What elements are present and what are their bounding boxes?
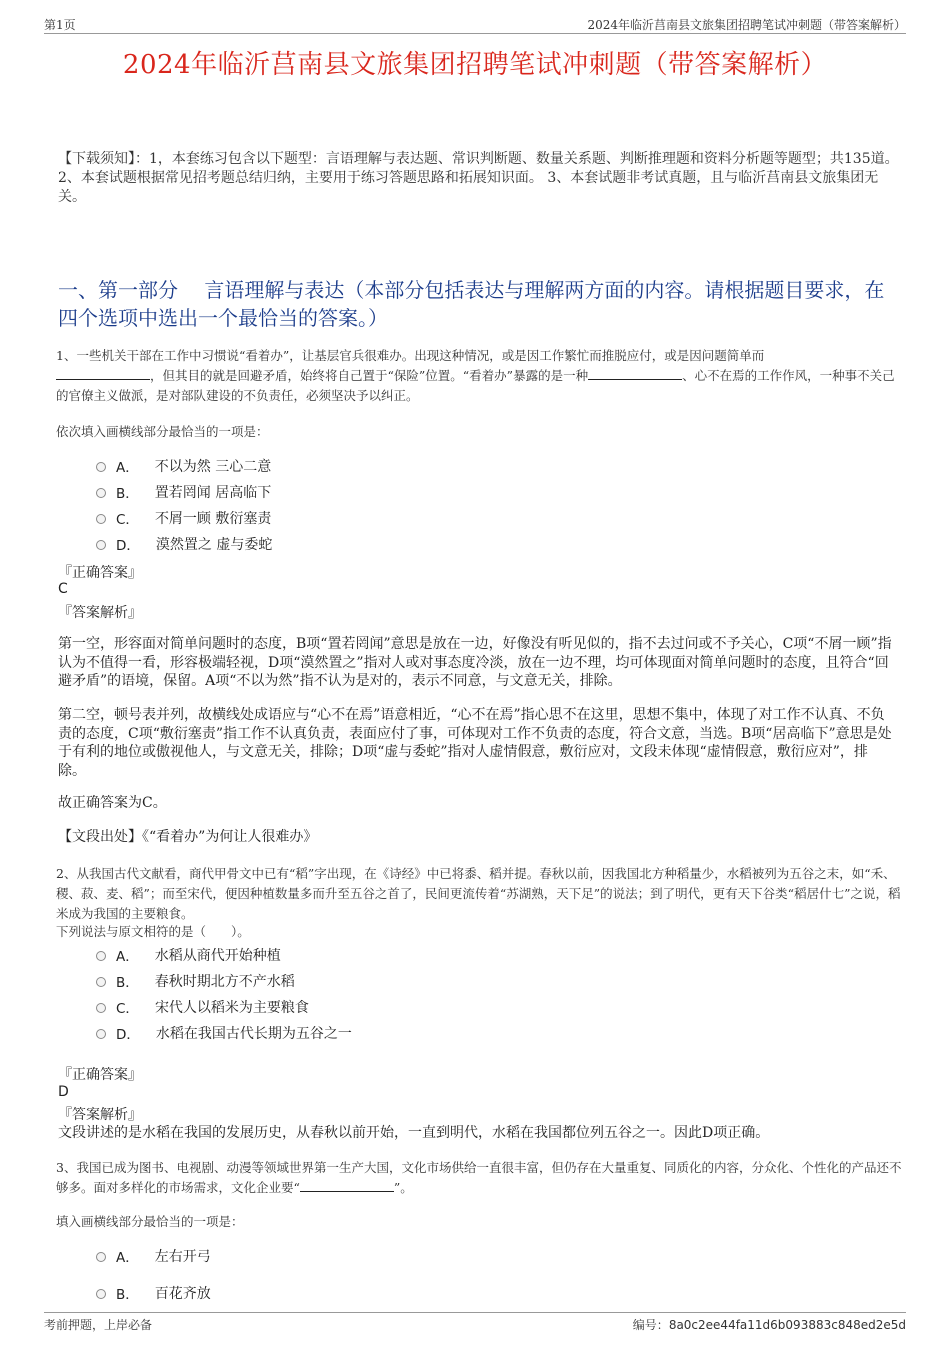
blank-2 — [588, 368, 682, 380]
radio-icon[interactable] — [96, 1003, 106, 1013]
q1-answer: C — [58, 581, 68, 597]
page-number: 第1页 — [44, 18, 76, 32]
blank-1 — [56, 368, 150, 380]
q1-option-b[interactable]: B． 置若罔闻 居高临下 — [96, 482, 271, 502]
question-2-text: 2、从我国古代文献看，商代甲骨文中已有“稻”字出现，在《诗经》中已将黍、稻并提。春秋以前，因我国北方种稻量少，水稻被列为五谷之末，如“禾、稷、菽、麦、稻”；而至宋代，便因种植数量多而升至五谷之首了，民间更流传着“苏湖熟，天下足”的说法；到了明代，更有天下谷类“稻居什七”之说，稻米成为我国的主要粮食。 — [56, 866, 901, 921]
footer-slogan: 考前押题，上岸必备 — [44, 1318, 153, 1332]
document-title: 2024年临沂莒南县文旅集团招聘笔试冲刺题（带答案解析） — [122, 50, 828, 80]
q1-option-d[interactable]: D． 漠然置之 虚与委蛇 — [96, 534, 272, 554]
header-doc-title: 2024年临沂莒南县文旅集团招聘笔试冲刺题（带答案解析） — [587, 18, 906, 32]
q2-option-b[interactable]: B． 春秋时期北方不产水稻 — [96, 971, 295, 991]
radio-icon[interactable] — [96, 1289, 106, 1299]
q1-conclusion: 故正确答案为C。 — [58, 795, 167, 811]
question-1-text: 1、一些机关干部在工作中习惯说“看着办”，让基层官兵很难办。出现这种情况，或是因工作繁忙而推脱应付，或是因问题简单而 ，但其目的就是回避矛盾，始终将自己置于“保险”位置。“看着办”暴露的是一种 、心不在焉的工作作风，一种事不关己的官僚主义做派，是对部队建设的不负责任，必须坚决予以纠正。 — [56, 348, 895, 403]
q2-analysis-label: 『答案解析』 — [58, 1107, 142, 1123]
section-heading: 一、第一部分 言语理解与表达（本部分包括表达与理解两方面的内容。请根据题目要求，在四个选项中选出一个最恰当的答案。） — [58, 278, 885, 330]
radio-icon[interactable] — [96, 977, 106, 987]
q2-option-c[interactable]: C． 宋代人以稻米为主要粮食 — [96, 997, 309, 1017]
download-notice: 【下载须知】：1，本套练习包含以下题型：言语理解与表达题、常识判断题、数量关系题、判断推理题和资料分析题等题型；共135道。 2、本套试题根据常见招考题总结归纳，主要用于练习答题思路和拓展知识面。 3、本套试题非考试真题，且与临沂莒南县文旅集团无关。 — [58, 151, 899, 205]
question-1-prompt: 依次填入画横线部分最恰当的一项是： — [56, 424, 269, 439]
q2-option-d[interactable]: D． 水稻在我国古代长期为五谷之一 — [96, 1023, 352, 1043]
page-header — [44, 14, 906, 34]
radio-icon[interactable] — [96, 462, 106, 472]
q1-analysis-1: 第一空，形容面对简单问题时的态度，B项“置若罔闻”意思是放在一边，好像没有听见似的，指不去过问或不予关心，C项“不屑一顾”指认为不值得一看，形容极端轻视，D项“漠然置之”指对人或对事态度冷淡，放在一边不理，均可体现面对简单问题时的态度，且符合“回避矛盾”的语境，保留。A项“不以为然”指不认为是对的，表示不同意，与文意无关，排除。 — [58, 636, 892, 689]
q3-option-a[interactable]: A． 左右开弓 — [96, 1246, 211, 1266]
radio-icon[interactable] — [96, 1029, 106, 1039]
q3-option-b[interactable]: B． 百花齐放 — [96, 1283, 211, 1303]
q2-analysis: 文段讲述的是水稻在我国的发展历史，从春秋以前开始，一直到明代，水稻在我国都位列五谷之一。因此D项正确。 — [58, 1125, 770, 1141]
question-3-text: 3、我国已成为图书、电视剧、动漫等领域世界第一生产大国，文化市场供给一直很丰富，但仍存在大量重复、同质化的内容，分众化、个性化的产品还不够多。面对多样化的市场需求，文化企业要“ ”。 — [56, 1160, 902, 1195]
radio-icon[interactable] — [96, 488, 106, 498]
q1-analysis-2: 第二空，顿号表并列，故横线处成语应与“心不在焉”语意相近，“心不在焉”指心思不在这里，思想不集中，体现了对工作不认真、不负责的态度，C项“敷衍塞责”指工作不认真负责，表面应付了事，可体现对工作不负责的态度，符合文意，当选。B项“居高临下”意思是处于有利的地位或傲视他人，与文意无关，排除；D项“虚与委蛇”指对人虚情假意，敷衍应对，文段未体现“虚情假意，敷衍应对”，排除。 — [58, 707, 892, 779]
radio-icon[interactable] — [96, 514, 106, 524]
page-footer — [44, 1312, 906, 1334]
footer-code: 编号：8a0c2ee44fa11d6b093883c848ed2e5d — [632, 1318, 906, 1332]
radio-icon[interactable] — [96, 540, 106, 550]
radio-icon[interactable] — [96, 951, 106, 961]
q1-source: 【文段出处】《“看着办”为何让人很难办》 — [58, 829, 318, 845]
question-3-prompt: 填入画横线部分最恰当的一项是： — [56, 1214, 244, 1229]
radio-icon[interactable] — [96, 1252, 106, 1262]
question-2-prompt: 下列说法与原文相符的是（ ）。 — [56, 924, 250, 939]
q2-answer: D — [58, 1084, 69, 1100]
q2-option-a[interactable]: A． 水稻从商代开始种植 — [96, 945, 281, 965]
q1-option-c[interactable]: C． 不屑一顾 敷衍塞责 — [96, 508, 271, 528]
q1-analysis-label: 『答案解析』 — [58, 605, 142, 621]
blank-3 — [300, 1180, 394, 1192]
q2-answer-label: 『正确答案』 — [58, 1067, 142, 1083]
q1-option-a[interactable]: A． 不以为然 三心二意 — [96, 456, 271, 476]
q1-answer-label: 『正确答案』 — [58, 565, 142, 581]
